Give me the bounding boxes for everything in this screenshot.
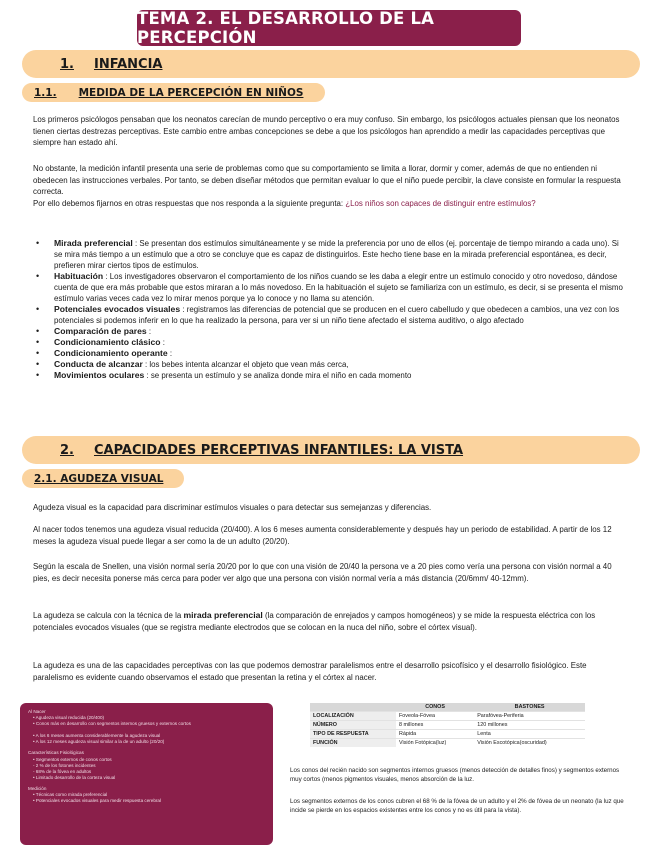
list-item: • Conducta de alcanzar : los bebes intenta alcanzar el objeto que vean más cerca, [34,359,626,370]
summary-note-card: Al Nacer • Agudeza visual reducida (20/400) • Conos más en desarrollo con segmentos internos gruesos y externos cortos • A los 6 meses aumenta considerablemente la agudeza visual • A los 12 meses agudeza visual similar a la de un adulto (20/20) Características Fisiológicas • Segmentos externos de conos cortos - 2 % de los fotones incidentes - 68% de la fóvea en adultos • Limitado desarrollo de la corteza visual Medición • Técnicas como mirada preferencial • Potenciales evocados visuales para medir respuesta cerebral [20,703,273,845]
table-header-row: CONOS BASTONES [310,703,585,712]
section-title: INFANCIA [93,56,163,72]
table-row: TIPO DE RESPUESTA Rápida Lenta [310,730,585,739]
paragraph-segmentos-externos: Los segmentos externos de los conos cubren el 68 % de la fóvea de un adulto y el 2% de fóvea de un neonato (la luz que incide se pierde en los espacios existentes entre los conos y no es útil para la vista). [290,798,624,814]
list-item: • Potenciales evocados visuales : registramos las diferencias de potencial que se producen en el cuero cabelludo y que obedecen a cambios, una vez con los potenciales si podemos inferir en lo que ha realizado la persona, para ver si un niño tiene afectado el sistema auditivo, o algo afectado [34,304,626,326]
paragraph-question [33,198,623,210]
paragraph-agudeza-nacer: Al nacer todos tenemos una agudeza visual reducida (20/400). A los 6 meses aumenta considerablemente y después hay un periodo de estabilidad. A partir de los 12 meses la agudeza visual puede llegar a ser como la de un adulto (20/20). [33,525,612,546]
section-number: 2. [60,442,74,458]
question-highlight: ¿Los niños son capaces de distinguir entre estímulos? [345,199,536,208]
section-title: CAPACIDADES PERCEPTIVAS INFANTILES: LA VISTA [93,442,464,458]
conos-bastones-table [310,703,585,747]
paragraph-paralelismo: La agudeza es una de las capacidades perceptivas con las que podemos demostrar paralelismos entre el desarrollo psicofísico y el desarrollo fisiológico. Este paralelismo es evidente cuando observamos el estado que presentan la retina y el córtex al nacer. [33,661,587,682]
table-row: FUNCIÓN Visión Fotópica(luz) Visión Escotópica(oscuridad) [310,739,585,748]
subsection-title: MEDIDA DE LA PERCEPCIÓN EN NIÑOS [78,86,304,99]
list-item: • Comparación de pares : [34,326,626,337]
section-header-vista [22,436,640,464]
subsection-header-medida [22,83,325,102]
paragraph-conos-neonato: Los conos del recién nacido son segmentos internos gruesos (menos detección de detalles finos) y segmentos externos muy cortos (menos pigmentos visuales, menos absorción de la luz. [290,767,620,783]
section-header-infancia [22,50,640,78]
table-row: LOCALIZACIÓN Foveola-Fóvea Parafóvea-Periferia [310,712,585,721]
page-title: TEMA 2. EL DESARROLLO DE LA PERCEPCIÓN [137,10,521,46]
subsection-title: 2.1. AGUDEZA VISUAL [34,472,164,485]
paragraph-calculo: La agudeza se calcula con la técnica de la mirada preferencial (la comparación de enrejados y campos homogéneos) y se mide la respuesta eléctrica con los potenciales evocados visuales (que se registra mediante electrodos que se colocan en la nuca del niño, sobre el córtex visual). [33,610,596,632]
list-item: • Condicionamiento clásico : [34,337,626,348]
paragraph-agudeza-def: Agudeza visual es la capacidad para discriminar estímulos visuales o para detectar sus semejanzas y diferencias. [33,503,432,512]
list-item: • Habituación : Los investigadores observaron el comportamiento de los niños cuando se les daba a elegir entre un estímulo conocido y otro novedoso, dándose cuenta de que era más probable que estos miraran a lo más novedoso. En la habituación el sujeto se familiariza con un estímulo, es decir, si se presenta el mismo estímulo varias veces cada vez lo mirar menos porque ya lo conoce y no llama su atención. [34,271,626,304]
paragraph-snellen: Según la escala de Snellen, una visión normal sería 20/20 por lo que con una visión de 20/40 la persona ve a 20 pies como vería una persona con visión normal a 40 pies, es decir necesita ponerse más cerca para poder ver algo que una persona con visión normal vería a más distancia (20/6mm/ 40-12mm). [33,562,612,583]
subsection-header-agudeza [22,469,184,488]
methods-list [34,238,626,381]
list-item: • Condicionamiento operante : [34,348,626,359]
paragraph-problems: No obstante, la medición infantil presenta una serie de problemas como que su comportamiento se limita a llorar, dormir y comer, además de que no entienden ni obedecen las instrucciones verbales. Por tanto, se deben diseñar métodos que permitan evaluar lo que el niño puede percibir, la clave consiste en formular la respuesta correcta. [33,164,621,197]
paragraph-intro: Los primeros psicólogos pensaban que los neonatos carecían de mundo perceptivo o era muy confuso. Sin embargo, los psicólogos actuales piensan que los neonatos tienen ciertas destrezas perceptivas. Este cambio entre ambas concepciones se debe a que los psicólogos han aprendido a medir las capacidades perceptivas que siempre han estado ahí. [33,115,620,148]
question-lead: Por ello debemos fijarnos en otras respuestas que nos responda a la siguiente pregunta: [33,199,346,208]
subsection-number: 1.1. [34,86,57,99]
list-item: • Movimientos oculares : se presenta un estímulo y se analiza donde mira el niño en cada momento [34,370,626,381]
table-row: NÚMERO 8 millones 120 millones [310,721,585,730]
list-item: • Mirada preferencial : Se presentan dos estímulos simultáneamente y se mide la preferencia por uno de ellos (ej. porcentaje de tiempo mirando a cada uno). Si se mira más tiempo a un estímulo que a otro se concluye que es capaz de distinguirlos. Este hecho tiene base en la mirada preferencial espontánea, es decir, prefieren mirar ciertos tipos de estímulos. [34,238,626,271]
section-number: 1. [60,56,74,72]
